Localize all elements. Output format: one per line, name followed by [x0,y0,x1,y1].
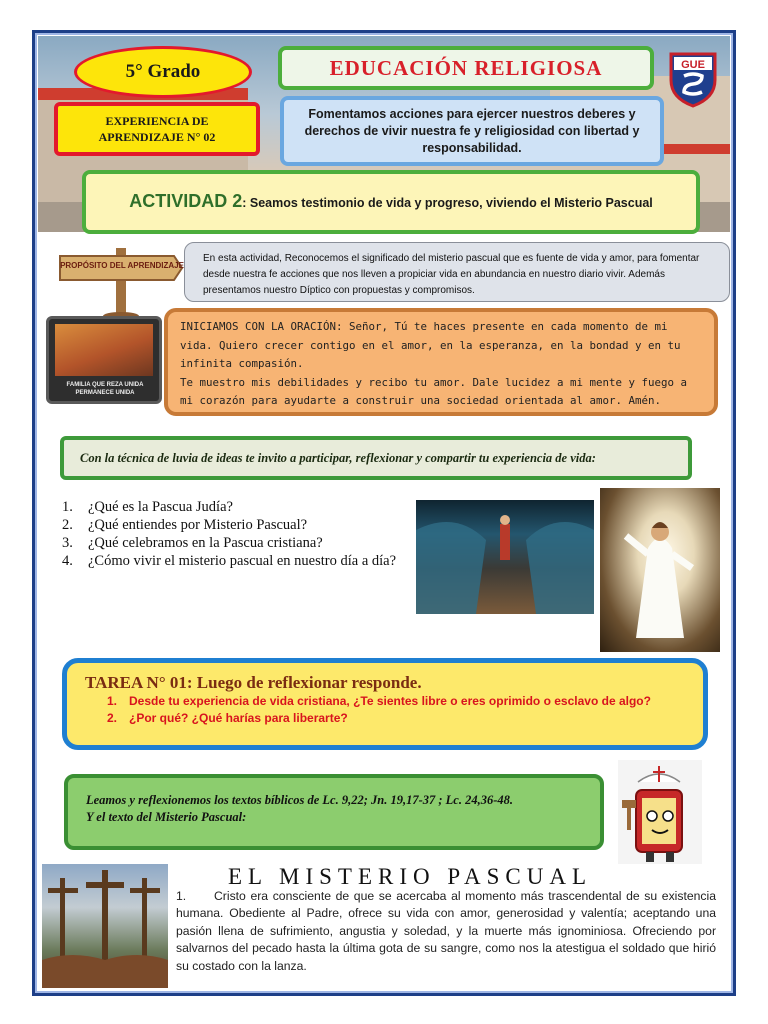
red-sea-crossing-image [416,500,594,614]
task-item-number: 1. [107,694,118,708]
activity-label: ACTIVIDAD 2 [129,191,243,211]
grade-badge [74,46,252,98]
logo-text: GUE [681,59,705,71]
paragraph-text: Cristo era consciente de que se acercaba al momento más trascendental de su existencia humana. Obediente al Padre, ofrece su vida con amor, generosidad y valentía; aceptando una pasión llena de sufrimiento, angustia y soledad, y la muerte más ignominiosa. Ofreciendo por salvarnos del pecado hasta la última gota de su sangre, como nos la atestigua el soldado que hirió su costado con la lanza. [176,889,716,973]
task-title: TAREA N° 01: Luego de reflexionar responde. [85,673,422,692]
task-item-text: Desde tu experiencia de vida cristiana, ¿Te sientes libre o eres oprimido o esclavo de algo? [129,694,651,708]
brainstorm-instruction [60,436,692,480]
question-number: 4. [62,553,73,569]
activity-box [82,170,700,234]
bible-reading-line2: Y el texto del Misterio Pascual: [86,810,247,824]
bible-cartoon-icon [618,760,702,864]
task-item [85,693,685,710]
task-item-text: ¿Por qué? ¿Qué harías para liberarte? [129,711,348,725]
task-item-number: 2. [107,711,118,725]
family-caption: FAMILIA QUE REZA UNIDA PERMANECE UNIDA [66,382,144,396]
task-item [85,710,685,727]
task-box [62,658,708,750]
signpost-icon [58,248,184,320]
experience-line1: EXPERIENCIA DE [105,114,209,128]
purpose-box [184,242,730,302]
paragraph-number: 1. [176,889,187,903]
bible-reading-line1: Leamos y reflexionemos los textos bíblicos de Lc. 9,22; Jn. 19,17-37 ; Lc. 24,36-48. [86,793,514,807]
crucifixion-image [42,864,168,988]
section-title: EL MISTERIO PASCUAL [228,864,593,889]
section-paragraph [176,888,716,975]
question-number: 1. [62,499,73,515]
family-prayer-image [46,316,162,404]
list-item [62,534,402,552]
prayer-text-2: Te muestro mis debilidades y recibo tu amor. Dale lucidez a mi mente y fuego a mi corazón para ayudarte a construir una sociedad orientada al amor. Amén. [180,375,688,407]
goal-text: Fomentamos acciones para ejercer nuestros deberes y derechos de vivir nuestra fe y religiosidad con libertad y responsabilidad. [304,106,640,155]
subject-title-box [278,46,654,90]
question-number: 2. [62,517,73,533]
prayer-text-1: INICIAMOS CON LA ORACIÓN: Señor, Tú te haces presente en cada momento de mi vida. Quiero crecer contigo en el amor, en la esperanza, en la bondad y en tu infinita compasión. [180,320,681,370]
question-text: ¿Cómo vivir el misterio pascual en nuestro día a día? [88,553,397,569]
family-photo [55,324,153,376]
question-list [62,498,402,570]
list-item [62,516,402,534]
experience-box [54,102,260,156]
question-text: ¿Qué es la Pascua Judía? [88,499,233,515]
risen-jesus-image [600,488,720,652]
question-text: ¿Qué entiendes por Misterio Pascual? [88,517,308,533]
goal-box [280,96,664,166]
purpose-text: En esta actividad, Reconocemos el significado del misterio pascual que es fuente de vida y amor, para fomentar desde nuestra fe acciones que nos lleven a propiciar vida en abundancia en nuestro diario vivir. Además presentamos nuestro Díptico con propuestas y compromisos. [203,253,700,296]
activity-title [129,191,653,213]
question-text: ¿Qué celebramos en la Pascua cristiana? [88,535,323,551]
subject-title: EDUCACIÓN RELIGIOSA [329,55,603,80]
school-logo [668,50,718,108]
list-item [62,552,402,570]
list-item [62,498,402,516]
purpose-sign-label: PROPÓSITO DEL APRENDIZAJE [60,261,184,270]
brainstorm-text: Con la técnica de luvia de ideas te invito a participar, reflexionar y compartir tu experiencia de vida: [80,450,596,465]
grade-label: 5° Grado [125,61,201,82]
question-number: 3. [62,535,73,551]
prayer-box [164,308,718,416]
experience-line2: APRENDIZAJE N° 02 [98,130,216,144]
activity-name: : Seamos testimonio de vida y progreso, viviendo el Misterio Pascual [242,196,653,210]
bible-reading-box [64,774,604,850]
